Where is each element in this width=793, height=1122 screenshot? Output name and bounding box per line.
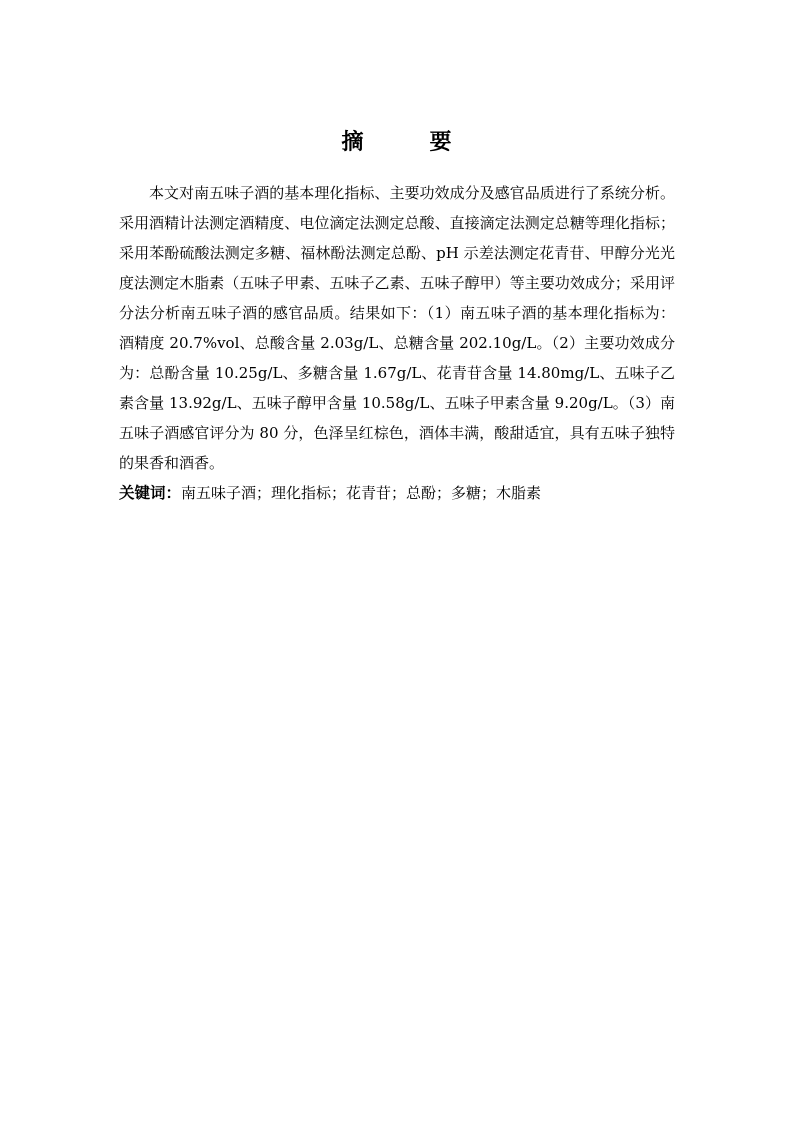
keywords-list: 南五味子酒；理化指标；花青苷；总酚；多糖；木脂素 <box>181 484 542 502</box>
abstract-body: 本文对南五味子酒的基本理化指标、主要功效成分及感官品质进行了系统分析。采用酒精计法测定酒精度、电位滴定法测定总酸、直接滴定法测定总糖等理化指标；采用苯酚硫酸法测定多糖、福林酚法测定总酚、pH 示差法测定花青苷、甲醇分光光度法测定木脂素（五味子甲素、五味子乙素、五味子醇甲）等主要功效成分；采用评分法分析南五味子酒的感官品质。结果如下：（1）南五味子酒的基本理化指标为：酒精度 20.7%vol、总酸含量 2.03g/L、总糖含量 202.10g/L。（2）主要功效成分为：总酚含量 10.25g/L、多糖含量 1.67g/L、花青苷含量 14.80mg/L、五味子乙素含量 13.92g/L、五味子醇甲含量 10.58g/L、五味子甲素含量 9.20g/L。（3）南五味子酒感官评分为 80 分，色泽呈红棕色，酒体丰满，酸甜适宜，具有五味子独特的果香和酒香。 <box>119 184 675 472</box>
keywords-line <box>119 478 675 508</box>
keywords-label: 关键词： <box>119 484 182 502</box>
abstract-title: 摘 要 <box>341 130 474 155</box>
